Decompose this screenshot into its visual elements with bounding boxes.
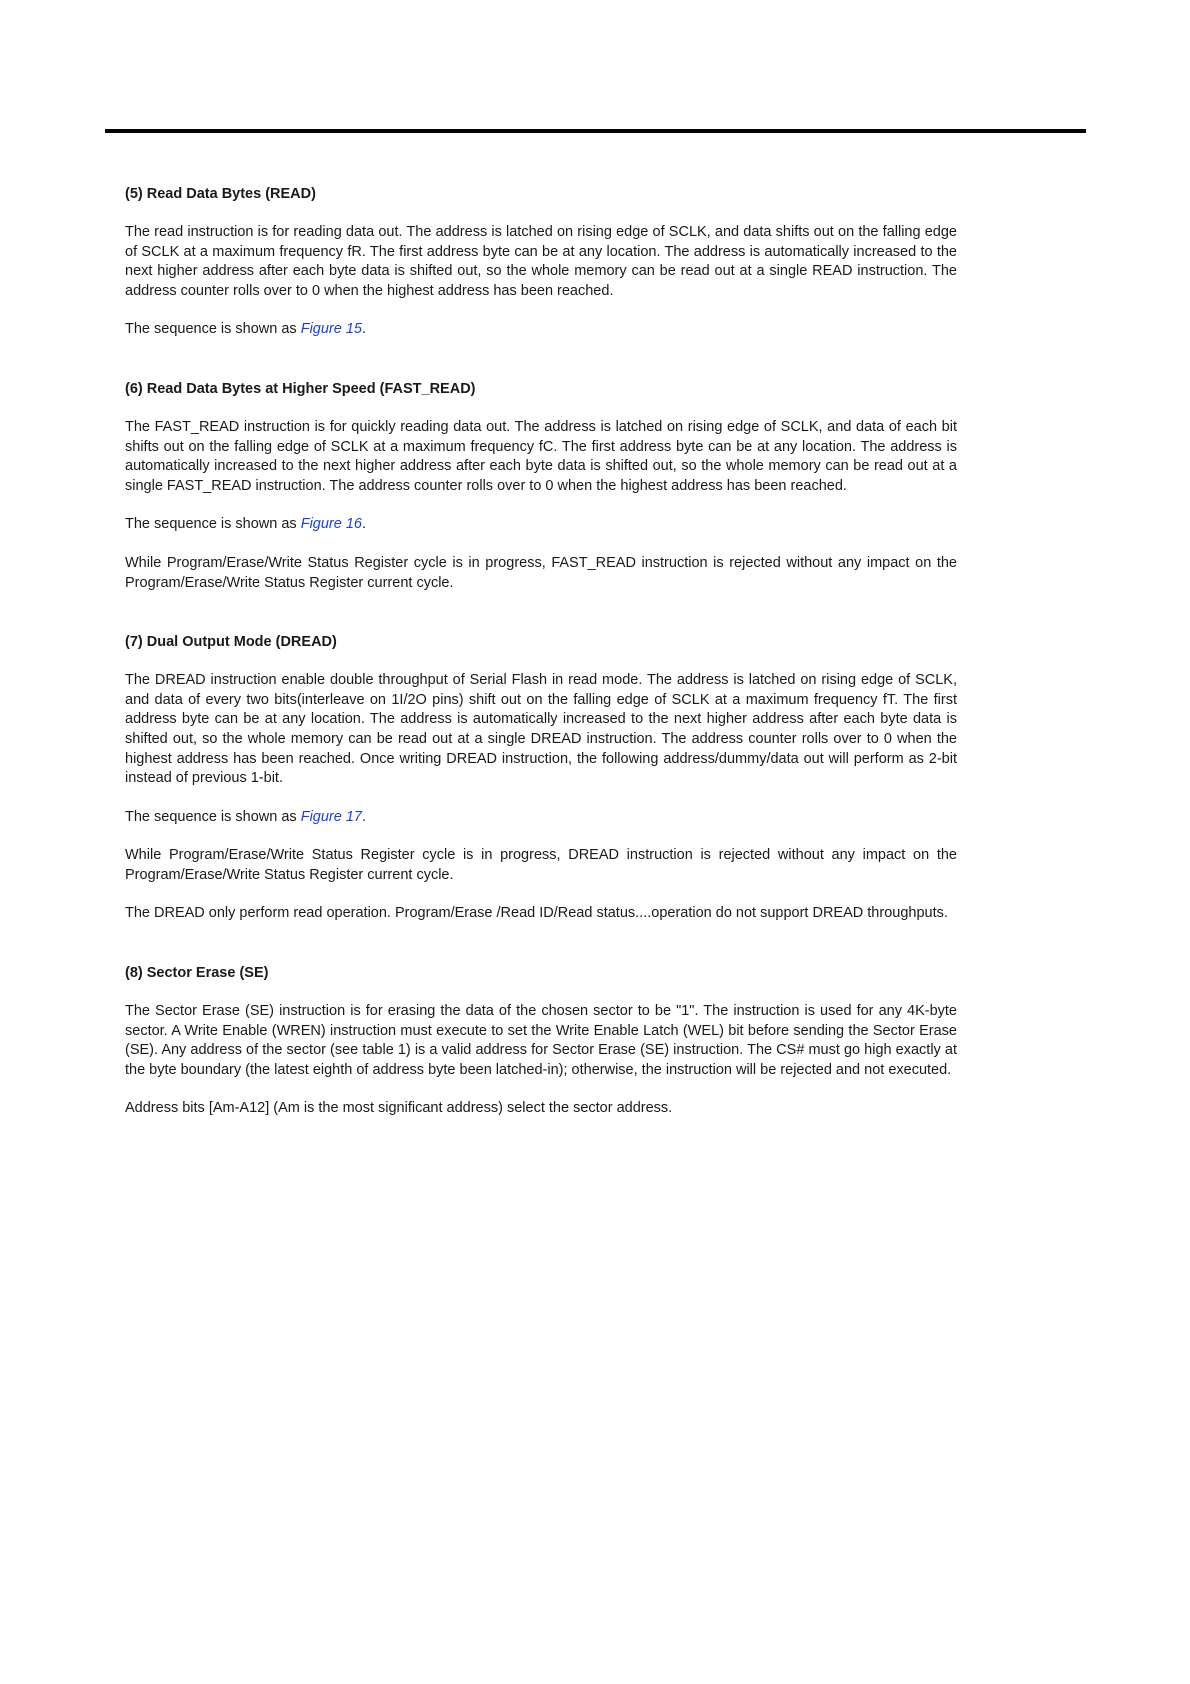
sequence-reference xyxy=(125,320,957,340)
sequence-prefix: The sequence is shown as xyxy=(125,516,301,533)
sequence-suffix: . xyxy=(361,321,367,338)
section-sector-erase xyxy=(125,963,957,1119)
figure-15-link[interactable]: Figure 15 xyxy=(300,321,362,338)
paragraph: The Sector Erase (SE) instruction is for erasing the data of the chosen sector to be "1". The instruction is used for any 4K-byte sector. A Write Enable (WREN) instruction must execute to set the Write Enable Latch (WEL) bit before sending the Sector Erase (SE). Any address of the sector (see table 1) is a valid address for Sector Erase (SE) instruction. The CS# must go high exactly at the byte boundary (the latest eighth of address byte been latched-in); otherwise, the instruction will be rejected and not executed. xyxy=(125,1003,957,1078)
paragraph: The DREAD instruction enable double throughput of Serial Flash in read mode. The address is latched on rising edge of SCLK, and data of every two bits(interleave on 1I/2O pins) shift out on the falling edge of SCLK at a maximum frequency fT. The first address byte can be at any location. The address is automatically increased to the next higher address after each byte data is shifted out, so the whole memory can be read out at a single DREAD instruction. The address counter rolls over to 0 when the highest address has been reached. Once writing DREAD instruction, the following address/dummy/data out will perform as 2-bit instead of previous 1-bit. xyxy=(125,672,957,787)
section-read xyxy=(125,184,957,340)
section-heading: (8) Sector Erase (SE) xyxy=(125,965,269,982)
paragraph: The read instruction is for reading data out. The address is latched on rising edge of SCLK, and data shifts out on the falling edge of SCLK at a maximum frequency fR. The first address byte can be at any location. The address is automatically increased to the next higher address after each byte data is shifted out, so the whole memory can be read out at a single READ instruction. The address counter rolls over to 0 when the highest address has been reached. xyxy=(125,224,957,299)
document-body xyxy=(125,184,957,1119)
figure-17-link[interactable]: Figure 17 xyxy=(300,808,362,825)
section-heading: (7) Dual Output Mode (DREAD) xyxy=(125,634,337,651)
paragraph: The DREAD only perform read operation. Program/Erase /Read ID/Read status....operation do not support DREAD throughputs. xyxy=(125,905,948,922)
section-heading: (5) Read Data Bytes (READ) xyxy=(125,186,316,202)
section-heading: (6) Read Data Bytes at Higher Speed (FAST_READ) xyxy=(125,380,476,397)
paragraph: While Program/Erase/Write Status Register cycle is in progress, DREAD instruction is rejected without any impact on the Program/Erase/Write Status Register current cycle. xyxy=(125,847,957,883)
paragraph: Address bits [Am-A12] (Am is the most significant address) select the sector address. xyxy=(125,1100,673,1117)
section-fast-read xyxy=(125,379,957,593)
sequence-prefix: The sequence is shown as xyxy=(125,808,301,825)
section-dread xyxy=(125,632,957,924)
figure-16-link[interactable]: Figure 16 xyxy=(300,516,362,533)
sequence-reference xyxy=(125,808,957,828)
sequence-suffix: . xyxy=(361,516,367,533)
sequence-prefix: The sequence is shown as xyxy=(125,321,301,338)
paragraph: While Program/Erase/Write Status Register cycle is in progress, FAST_READ instruction is rejected without any impact on the Program/Erase/Write Status Register current cycle. xyxy=(125,554,957,591)
header-rule xyxy=(105,129,1086,133)
paragraph: The FAST_READ instruction is for quickly reading data out. The address is latched on rising edge of SCLK, and data of each bit shifts out on the falling edge of SCLK at a maximum frequency fC. The first address byte can be at any location. The address is automatically increased to the next higher address after each byte data is shifted out, so the whole memory can be read out at a single FAST_READ instruction. The address counter rolls over to 0 when the highest address has been reached. xyxy=(125,418,957,494)
sequence-reference xyxy=(125,515,957,535)
sequence-suffix: . xyxy=(361,808,367,825)
